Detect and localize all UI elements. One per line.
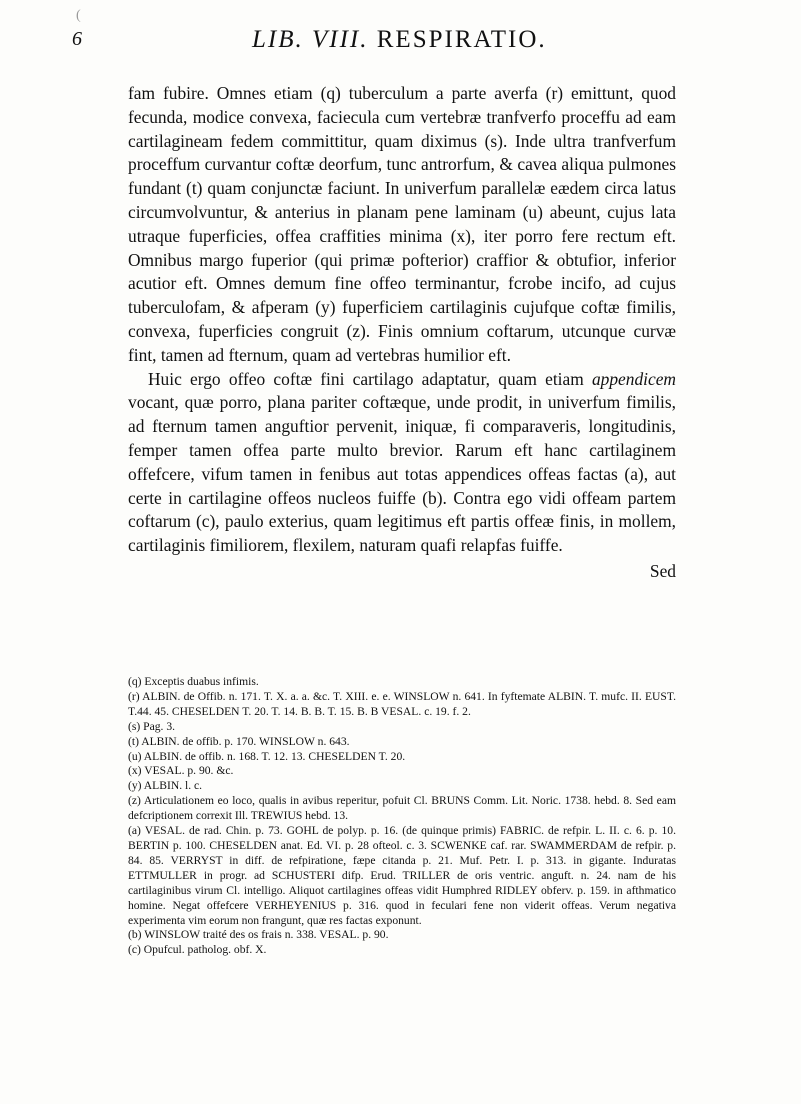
footnote-u: (u) ALBIN. de offib. n. 168. T. 12. 13. CHESELDEN T. 20. bbox=[128, 749, 406, 763]
footnote-t: (t) ALBIN. de offib. p. 170. WINSLOW n. 643. bbox=[128, 734, 350, 748]
footnote-c: (c) Opufcul. patholog. obf. X. bbox=[128, 943, 267, 957]
footnote-a: (a) VESAL. de rad. Chin. p. 73. GOHL de polyp. p. 16. (de quinque primis) FABRIC. de refpir. L. II. c. 6. p. 10. BERTIN p. 100. CHESELDEN anat. Ed. VI. p. 28 ofteol. c. 3. SCWENKE caf. rar. SWAMMERDAM de refpir. p. 84. 85. VERRYST in diff. de refpiratione, fæpe citanda p. 21. Muf. Petr. I. p. 313. in gigante. Induratas ETTMULLER in progr. ad SCHUSTERI difp. Erud. TRILLER de oris ventric. anguft. n. 24. nam de his cartilaginibus virum Cl. intelligo. Aliquot cartilagines offeas vidit Humphred RIDLEY obferv. p. 159. in afthmatico homine. Negat offefcere VERHEYENIUS p. 316. quod in feculari fene non viderit offeas. Verum negativa experimenta vim eorum non frangunt, quæ res factas exponunt. bbox=[128, 824, 676, 927]
footnote-s: (s) Pag. 3. bbox=[128, 719, 176, 733]
catchword: Sed bbox=[649, 560, 676, 581]
running-header bbox=[72, 20, 681, 60]
footnote-b: (b) WINSLOW traité des os frais n. 338. VESAL. p. 90. bbox=[128, 928, 389, 942]
paragraph-2-start: Huic ergo offeo coftæ fini cartilago adaptatur, quam etiam bbox=[148, 368, 584, 389]
paragraph-2-rest: vocant, quæ porro, plana pariter coftæque, unde prodit, in univerfum fimilis, ad fternum tamen anguftior pervenit, iniquæ, fi comparaveris, longitudinis, femper tamen offea parte multo brevior. Rarum eft hanc cartilaginem offefcere, vifum tamen in fenibus aut totas appendices offeas factas (a), aut certe in cartilagine offeos nucleos fuiffe (b). Contra ego vidi offeam partem coftarum (c), paulo exterius, quam legitimus eft partis offeæ finis, in mollem, cartilaginis fimiliorem, flexilem, naturam quafi relapfas fuiffe. bbox=[128, 392, 676, 556]
footnotes bbox=[128, 675, 676, 958]
footnote-r: (r) ALBIN. de Offib. n. 171. T. X. a. a. &c. T. XIII. e. e. WINSLOW n. 641. In fyftemate ALBIN. T. mufc. II. EUST. T.44. 45. CHESELDEN T. 20. T. 14. B. B. T. 15. B. B VESAL. c. 19. f. 2. bbox=[128, 689, 676, 718]
book-number: LIB. VIII. bbox=[252, 26, 369, 53]
running-title bbox=[252, 26, 547, 54]
footnote-z: (z) Articulationem eo loco, qualis in avibus reperitur, pofuit Cl. BRUNS Comm. Lit. Noric. 1738. hebd. 8. Sed eam defcriptionem correxit Ill. TREWIUS hebd. 13. bbox=[128, 794, 676, 823]
footnote-y: (y) ALBIN. l. c. bbox=[128, 779, 203, 793]
footnote-x: (x) VESAL. p. 90. &c. bbox=[128, 764, 234, 778]
section-title: RESPIRATIO. bbox=[376, 26, 547, 53]
paragraph-2 bbox=[128, 368, 676, 558]
page-number: 6 bbox=[72, 28, 82, 50]
margin-mark: ( bbox=[76, 8, 81, 23]
paragraph-1: fam fubire. Omnes etiam (q) tuberculum a parte averfa (r) emittunt, quod fecunda, modice convexa, faciecula cum vertebræ tranfverfo proceffu ad eam cartilagineam fedem committitur, quam diximus (s). Inde ultra tranfverfum proceffum curvantur coftæ deorfum, tunc antrorfum, & cavea aliqua pulmones fundant (t) quam conjunctæ faciunt. In univerfum parallelæ eædem circa latus circumvolvuntur, & anterius in planam pene laminam (u) abeunt, cujus lata utraque fuperficies, offea craffities minima (x), iter porro fere rectum eft. Omnibus margo fuperior (qui primæ pofterior) craffior & obtufior, inferior acutior eft. Omnes demum fine offeo terminantur, fcrobe incifo, ad cujus tuberculofam, & afperam (y) fuperficiem cartilaginis cujufque coftæ fimilis, convexa, fuperficies congruit (z). Finis omnium coftarum, utcunque curvæ fint, tamen ad fternum, quam ad vertebras humilior eft. bbox=[128, 83, 676, 365]
footnote-q: (q) Exceptis duabus infimis. bbox=[128, 675, 259, 688]
term-appendicem: appendicem bbox=[591, 368, 676, 389]
main-text bbox=[128, 82, 676, 584]
